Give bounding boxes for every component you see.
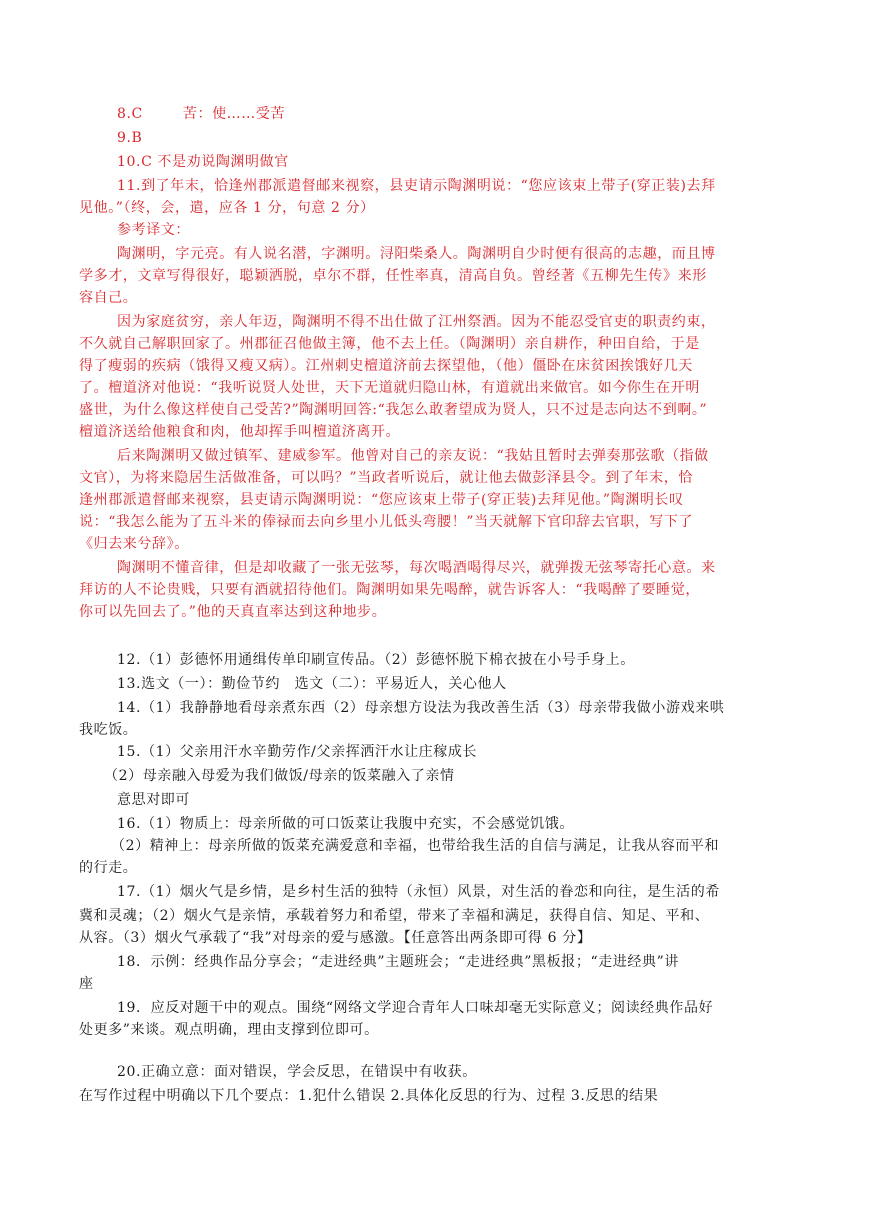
answer-17-line3: 从容。（3）烟火气承载了“我”对母亲的爱与感激。【任意答出两条即可得 6 分】 [79,930,592,946]
answer-12: 12.（1）彭德怀用通缉传单印刷宣传品。（2）彭德怀脱下棉衣披在小号手身上。 [117,652,635,668]
translation-p3-line1: 后来陶渊明又做过镇军、建威参军。他曾对自己的亲友说：“我姑且暂时去弹奏那弦歌（指做 [117,448,709,464]
answer-8-note: 苦：使……受苦 [182,106,286,122]
answer-15-line1: 15.（1）父亲用汗水辛勤劳作/父亲挥洒汗水让庄稼成长 [117,744,478,760]
translation-p3-line4: 说：“我怎么能为了五斗米的俸禄而去向乡里小儿低头弯腰！”当天就解下官印辞去官职，写下了 [79,514,694,530]
translation-p2-line2: 不久就自己解职回家了。州郡征召他做主簿，他不去上任。（陶渊明）亲自耕作，种田自给，于是 [79,336,700,352]
translation-p4-line1: 陶渊明不懂音律，但是却收藏了一张无弦琴，每次喝酒喝得尽兴，就弹拨无弦琴寄托心意。来 [117,560,716,576]
answer-11-line1: 11.到了年末，恰逢州郡派遣督邮来视察，县吏请示陶渊明说：“您应该束上带子(穿正装)去拜 [117,178,716,194]
answer-8-choice: 8.C [117,106,143,122]
translation-p2-line3: 得了瘦弱的疾病（饿得又瘦又病）。江州刺史檀道济前去探望他，（他）僵卧在床贫困挨饿好几天 [79,358,693,374]
translation-p4-line2: 拜访的人不论贵贱，只要有酒就招待他们。陶渊明如果先喝醉，就告诉客人：“我喝醉了要睡觉， [79,582,700,598]
answer-20-line1: 20.正确立意：面对错误，学会反思，在错误中有收获。 [117,1064,477,1080]
answer-16-line2: （2）精神上：母亲所做的饭菜充满爱意和幸福，也带给我生活的自信与满足，让我从容而平和 [111,838,720,854]
answer-14-line2: 我吃饭。 [79,722,138,738]
translation-p2-line1: 因为家庭贫穷，亲人年迈，陶渊明不得不出仕做了江州祭酒。因为不能忍受官吏的职责约束， [117,314,716,330]
answer-8 [117,104,285,124]
translation-p1-line3: 容自己。 [79,290,138,306]
answer-18-line2: 座 [79,976,94,992]
answer-19-line2: 处更多”来谈。观点明确，理由支撑到位即可。 [79,1022,379,1038]
translation-p2-line6: 檀道济送给他粮食和肉，他却挥手叫檀道济离开。 [79,424,401,440]
answer-9: 9.B [117,130,143,146]
translation-p1-line2: 学多才，文章写得很好，聪颖洒脱，卓尔不群，任性率真，清高自负。曾经著《五柳先生传》来形 [79,268,707,284]
translation-p4-line3: 你可以先回去了。”他的天真直率达到这种地步。 [79,604,387,620]
translation-p3-line3: 逢州郡派遣督邮来视察，县吏请示陶渊明说：“您应该束上带子(穿正装)去拜见他。”陶渊明长叹 [79,492,684,508]
answer-17-line2: 冀和灵魂；（2）烟火气是亲情，承载着努力和希望，带来了幸福和满足，获得自信、知足、平和、 [79,908,710,924]
translation-p3-line2: 文官），为将来隐居生活做准备，可以吗？”当政者听说后，就让他去做彭泽县令。到了年末，恰 [79,470,693,486]
reference-translation-title: 参考译文： [117,222,190,238]
answer-16-line3: 的行走。 [79,860,138,876]
translation-p2-line4: 了。檀道济对他说：“我听说贤人处世，天下无道就归隐山林，有道就出来做官。如今你生在开明 [79,380,700,396]
translation-p2-line5: 盛世，为什么像这样使自己受苦?”陶渊明回答:“我怎么敢奢望成为贤人，只不过是志向达不到啊。” [79,402,708,418]
answer-10: 10.C 不是劝说陶渊明做官 [117,154,289,170]
answer-13: 13.选文（一）：勤俭节约 选文（二）：平易近人，关心他人 [117,676,507,692]
answer-16-line1: 16.（1）物质上：母亲所做的可口饭菜让我腹中充实，不会感觉饥饿。 [117,816,574,832]
translation-p3-line5: 《归去来兮辞》。 [79,536,189,552]
translation-p1-line1: 陶渊明，字元亮。有人说名潜，字渊明。浔阳柴桑人。陶渊明自少时便有很高的志趣，而且博 [117,246,716,262]
answer-15-line3: 意思对即可 [117,792,190,808]
answer-11-line2: 见他。”（终，会，遣，应各 1 分，句意 2 分） [79,200,375,216]
answer-18-line1: 18．示例：经典作品分享会；“走进经典”主题班会；“走进经典”黑板报；“走进经典”讲 [117,954,679,970]
answer-14-line1: 14.（1）我静静地看母亲煮东西（2）母亲想方设法为我改善生活（3）母亲带我做小游戏来哄 [117,700,725,716]
answer-19-line1: 19．应反对题干中的观点。围绕“网络文学迎合青年人口味却毫无实际意义；阅读经典作品好 [117,1000,714,1016]
answer-17-line1: 17.（1）烟火气是乡情，是乡村生活的独特（永恒）风景，对生活的眷恋和向往，是生活的希 [117,884,720,900]
answer-20-line2: 在写作过程中明确以下几个要点：1.犯什么错误 2.具体化反思的行为、过程 3.反思的结果 [79,1088,659,1104]
answer-15-line2: （2）母亲融入母爱为我们做饭/母亲的饭菜融入了亲情 [104,768,455,784]
